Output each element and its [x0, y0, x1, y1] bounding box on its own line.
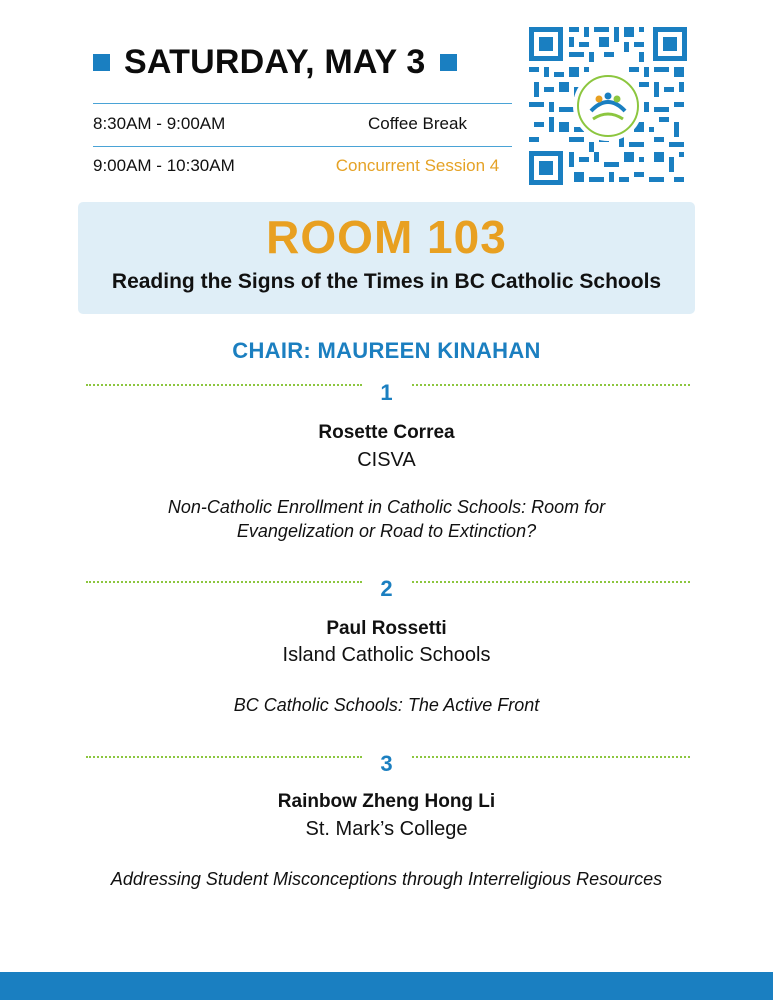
session-title: Reading the Signs of the Times in BC Catholic Schools	[111, 270, 662, 293]
schedule-divider	[93, 146, 512, 147]
presentation-title-line: BC Catholic Schools: The Active Front	[233, 695, 540, 715]
day-heading	[93, 42, 457, 82]
speaker-affiliation: CISVA	[357, 449, 416, 471]
room-title: ROOM 103	[266, 211, 507, 263]
speaker-name: Rosette Correa	[318, 422, 455, 443]
schedule-time: 8:30AM - 9:00AM	[93, 114, 226, 133]
presentation-title	[60, 867, 713, 891]
day-title: SATURDAY, MAY 3	[124, 42, 426, 81]
schedule-row	[93, 114, 512, 138]
speaker-affiliation: St. Mark’s College	[305, 818, 468, 840]
session-chair: CHAIR: MAUREEN KINAHAN	[232, 338, 541, 363]
schedule-event: Coffee Break	[368, 114, 467, 133]
presentation-title-line: Evangelization or Road to Extinction?	[236, 521, 537, 541]
room-banner	[78, 202, 695, 314]
presentation-number: 1	[380, 380, 393, 405]
speaker-name: Paul Rossetti	[326, 618, 447, 639]
footer-bar	[0, 972, 773, 1000]
schedule-divider	[93, 103, 512, 104]
qr-code-icon[interactable]	[529, 27, 687, 185]
presentation-title-line: Addressing Student Misconceptions through Interreligious Resources	[110, 869, 663, 889]
presentation-number: 3	[380, 751, 393, 776]
schedule-row	[93, 156, 512, 180]
square-bullet-icon	[93, 54, 110, 71]
presentation-title-line: Non-Catholic Enrollment in Catholic Schools: Room for	[167, 497, 606, 517]
speaker-affiliation: Island Catholic Schools	[282, 644, 491, 666]
presentation-title	[120, 495, 653, 543]
schedule-event: Concurrent Session 4	[335, 156, 500, 175]
speaker-name: Rainbow Zheng Hong Li	[277, 791, 496, 812]
schedule-time: 9:00AM - 10:30AM	[93, 156, 235, 175]
presentation-title	[120, 693, 653, 717]
square-bullet-icon	[440, 54, 457, 71]
presentation-number: 2	[380, 576, 393, 601]
